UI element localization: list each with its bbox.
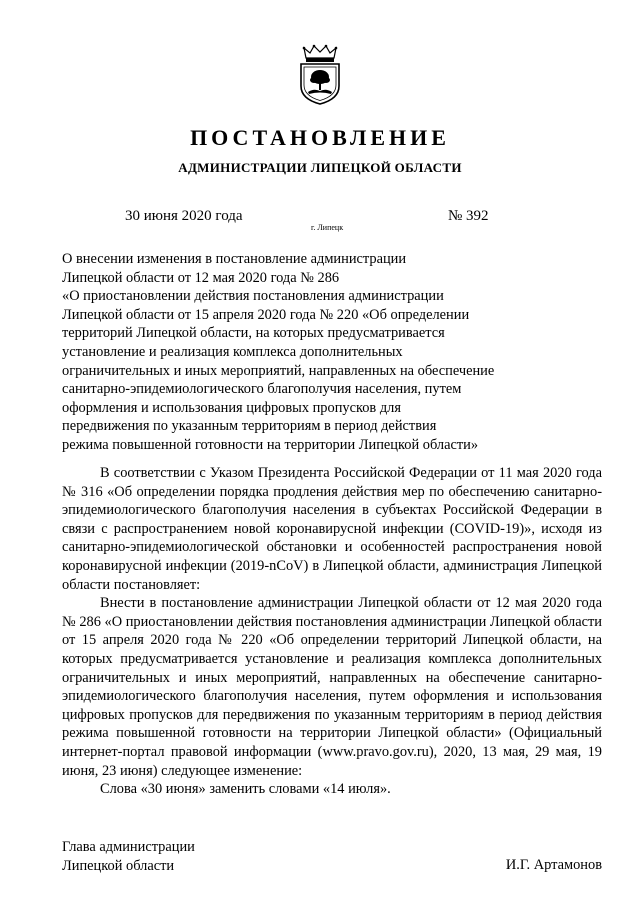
body-paragraph-amendment: Внести в постановление администрации Липецкой области от 12 мая 2020 года № 286 «О приостановлении действия постановления администрации Липецкой области от 15 апреля 2020 года № 220 «Об определении территорий Липецкой области, на которых предусматривается установление и реализация комплекса дополнительных ограничительных и иных мероприятий, направленных на обеспечение санитарно-эпидемиологического благополучия населения, путем оформления и использования цифровых пропусков для передвижения по указанным территориям в период действия режима повышенной готовности на территории Липецкой области» (Официальный интернет-портал правовой информации (www.pravo.gov.ru), 2020, 13 мая, 29 мая, 19 июня, 23 июня) следующее изменение: xyxy=(62,595,603,779)
document-body xyxy=(62,464,602,799)
heading-line: режима повышенной готовности на территории Липецкой области» xyxy=(62,436,479,453)
heading-line: Липецкой области от 12 мая 2020 года № 286 xyxy=(62,269,340,286)
heading-line: ограничительных и иных мероприятий, направленных на обеспечение xyxy=(62,362,495,379)
heading-line: территорий Липецкой области, на которых предусматривается xyxy=(62,325,445,342)
heading-line: оформления и использования цифровых пропусков для xyxy=(62,399,401,416)
heading-line: передвижения по указанным территориям в период действия xyxy=(62,418,437,435)
document-date: 30 июня 2020 года xyxy=(125,208,243,224)
heading-line: Липецкой области от 15 апреля 2020 года № 220 «Об определении xyxy=(62,306,470,323)
coat-of-arms-icon xyxy=(298,44,342,106)
document-title: ПОСТАНОВЛЕНИЕ xyxy=(190,125,450,150)
document-place: г. Липецк xyxy=(311,223,344,232)
signature-position-line: Липецкой области xyxy=(62,857,175,874)
body-paragraph-preamble: В соответствии с Указом Президента Российской Федерации от 11 мая 2020 года № 316 «Об определении порядка продления действия мер по обеспечению санитарно-эпидемиологического благополучия населения в субъектах Российской Федерации в связи с распространением новой коронавирусной инфекции (COVID-19)», исходя из санитарно-эпидемиологической обстановки и особенностей распространения новой коронавирусной инфекции (2019-nCoV) в Липецкой области, администрация Липецкой области постановляет: xyxy=(62,465,602,593)
heading-line: О внесении изменения в постановление администрации xyxy=(62,251,407,267)
document-heading xyxy=(62,250,542,455)
heading-line: «О приостановлении действия постановления администрации xyxy=(62,288,444,305)
body-paragraph-change: Слова «30 июня» заменить словами «14 июля». xyxy=(100,781,391,798)
signature-name: И.Г. Артамонов xyxy=(505,857,602,873)
document-subtitle: АДМИНИСТРАЦИИ ЛИПЕЦКОЙ ОБЛАСТИ xyxy=(178,160,462,175)
heading-line: установление и реализация комплекса дополнительных xyxy=(62,343,403,360)
heading-line: санитарно-эпидемиологического благополучия населения, путем xyxy=(62,381,462,398)
signature-position-line: Глава администрации xyxy=(62,839,195,855)
signature-position xyxy=(62,838,195,875)
document-number: № 392 xyxy=(448,208,489,224)
